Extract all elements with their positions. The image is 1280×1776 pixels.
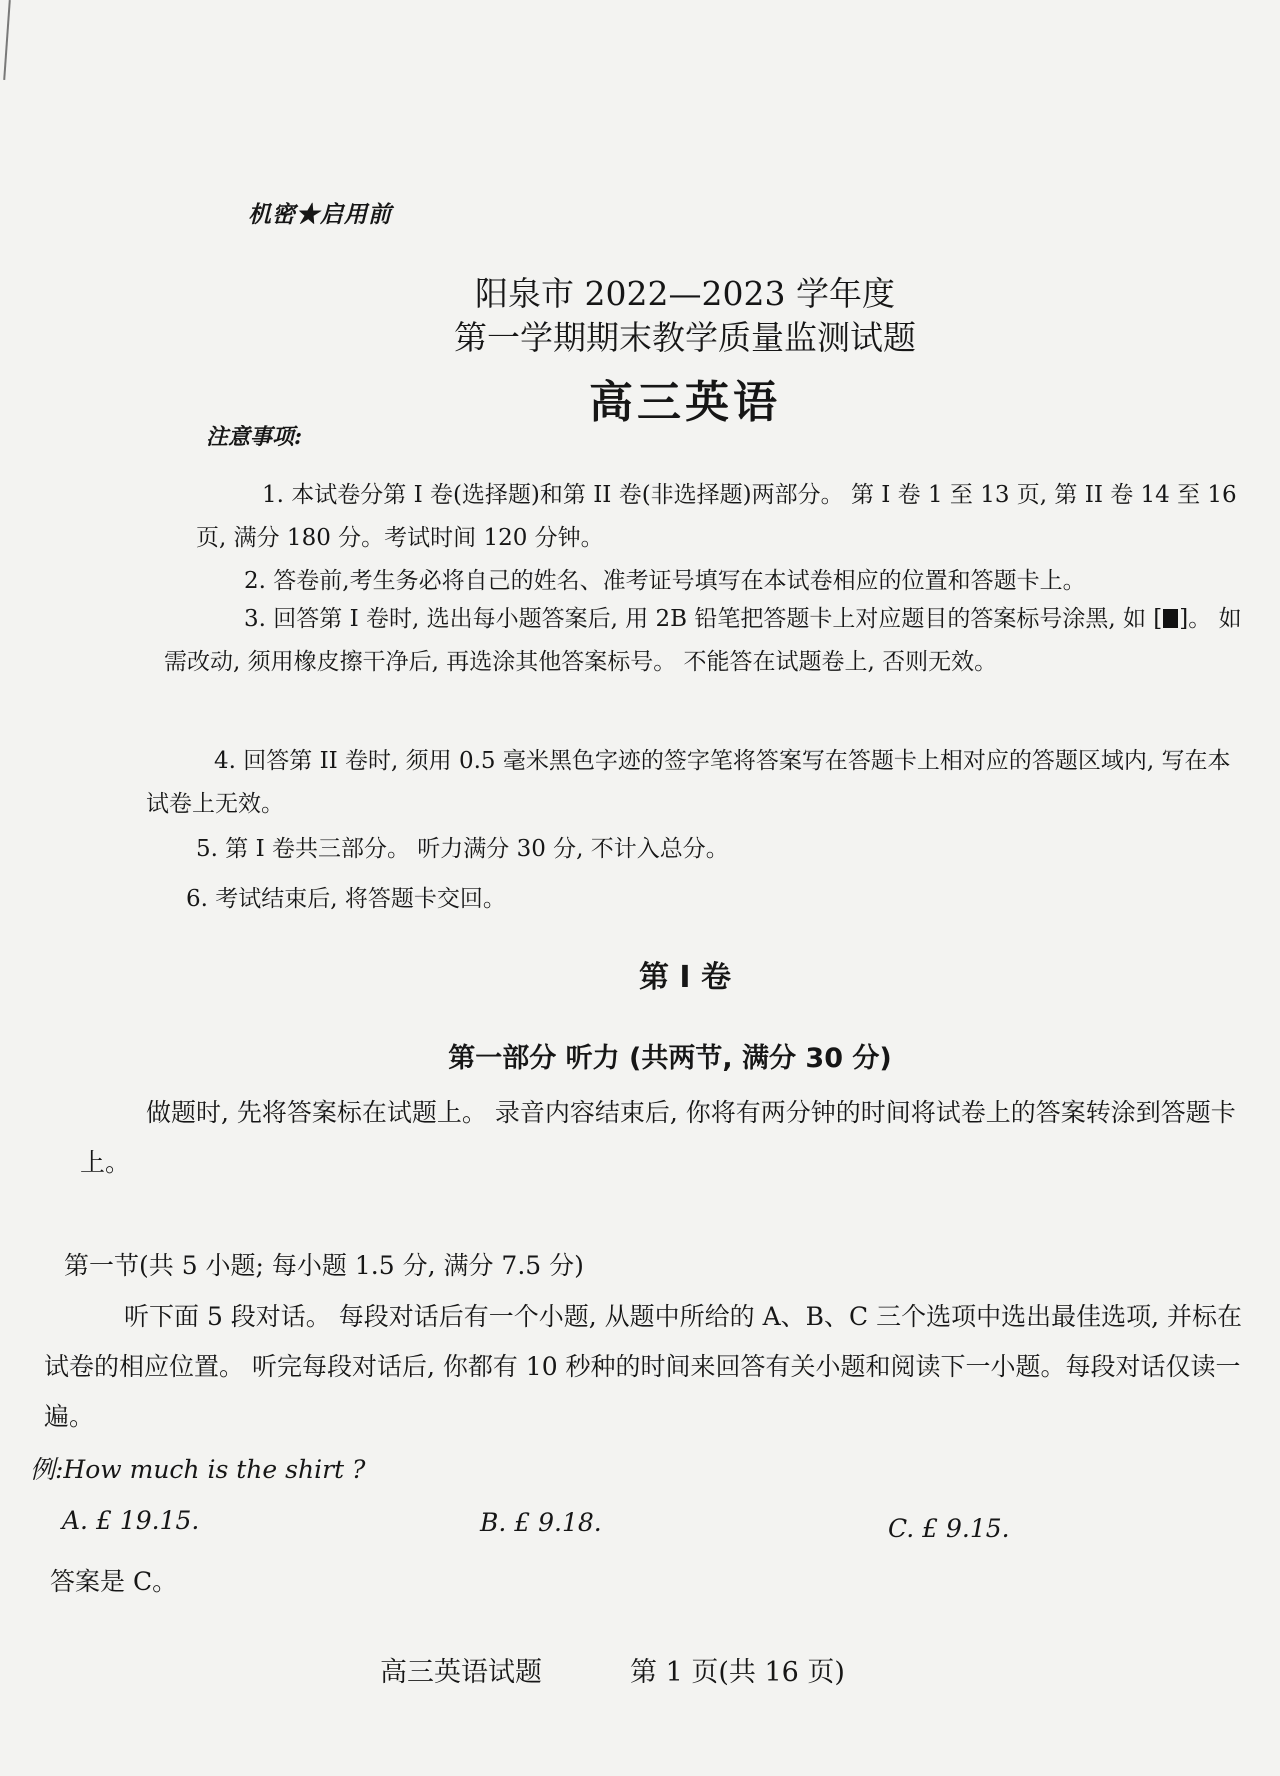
note-item-1-text: 1. 本试卷分第 I 卷(选择题)和第 II 卷(非选择题)两部分。 第 I 卷 1 至 13 页, 第 II 卷 14 至 16 页, 满分 180 分。考试时间 120 分钟。: [196, 482, 1237, 551]
exam-title-line1: 阳泉市 2022—2023 学年度: [475, 274, 895, 313]
part1-instruction: [80, 1088, 1245, 1188]
note-item-6: 6. 考试结束后, 将答题卡交回。: [186, 886, 506, 912]
subject-title: 高三英语: [589, 377, 781, 428]
scan-edge-line: [3, 0, 11, 80]
notes-heading: 注意事项:: [206, 424, 303, 450]
example-question: 例:How much is the shirt ?: [30, 1455, 366, 1484]
note-item-4: [146, 740, 1244, 826]
volume-heading: 第 I 卷: [638, 960, 732, 995]
section1-heading: 第一节(共 5 小题; 每小题 1.5 分, 满分 7.5 分): [64, 1251, 584, 1280]
section1-instruction: [44, 1292, 1249, 1442]
note-item-2: 2. 答卷前,考生务必将自己的姓名、准考证号填写在本试卷相应的位置和答题卡上。: [244, 568, 1086, 594]
footer-page-number: 第 1 页(共 16 页): [630, 1657, 845, 1688]
note-item-4-text: 4. 回答第 II 卷时, 须用 0.5 毫米黑色字迹的签字笔将答案写在答题卡上相对应的答题区域内, 写在本试卷上无效。: [146, 748, 1231, 817]
note-item-3-text-b: ]。 如需改动, 须用橡皮擦干净后, 再选涂其他答案标号。 不能答在试题卷上, 否则无效。: [164, 606, 1242, 675]
example-option-b: B. £ 9.18.: [480, 1508, 602, 1537]
note-item-1: [196, 474, 1242, 560]
note-item-3: [164, 598, 1244, 684]
part1-heading: 第一部分 听力 (共两节, 满分 30 分): [448, 1043, 892, 1074]
example-option-a: A. £ 19.15.: [62, 1506, 200, 1535]
example-answer: 答案是 C。: [50, 1567, 178, 1596]
note-item-5: 5. 第 I 卷共三部分。 听力满分 30 分, 不计入总分。: [196, 836, 729, 862]
filled-answer-mark-icon: [1163, 609, 1178, 628]
confidential-label: 机密★启用前: [248, 201, 392, 228]
part1-instruction-text: 做题时, 先将答案标在试题上。 录音内容结束后, 你将有两分钟的时间将试卷上的答案转涂到答题卡上。: [80, 1098, 1236, 1177]
exam-title-line2: 第一学期期末教学质量监测试题: [454, 318, 916, 357]
example-option-c: C. £ 9.15.: [888, 1514, 1010, 1543]
section1-instruction-text: 听下面 5 段对话。 每段对话后有一个小题, 从题中所给的 A、B、C 三个选项中选出最佳选项, 并标在试卷的相应位置。 听完每段对话后, 你都有 10 秒种的时间来回答有关小题和阅读下一小题。每段对话仅读一遍。: [44, 1302, 1242, 1431]
footer-title: 高三英语试题: [380, 1657, 542, 1688]
note-item-3-text-a: 3. 回答第 I 卷时, 选出每小题答案后, 用 2B 铅笔把答题卡上对应题目的答案标号涂黑, 如 [: [244, 606, 1163, 632]
